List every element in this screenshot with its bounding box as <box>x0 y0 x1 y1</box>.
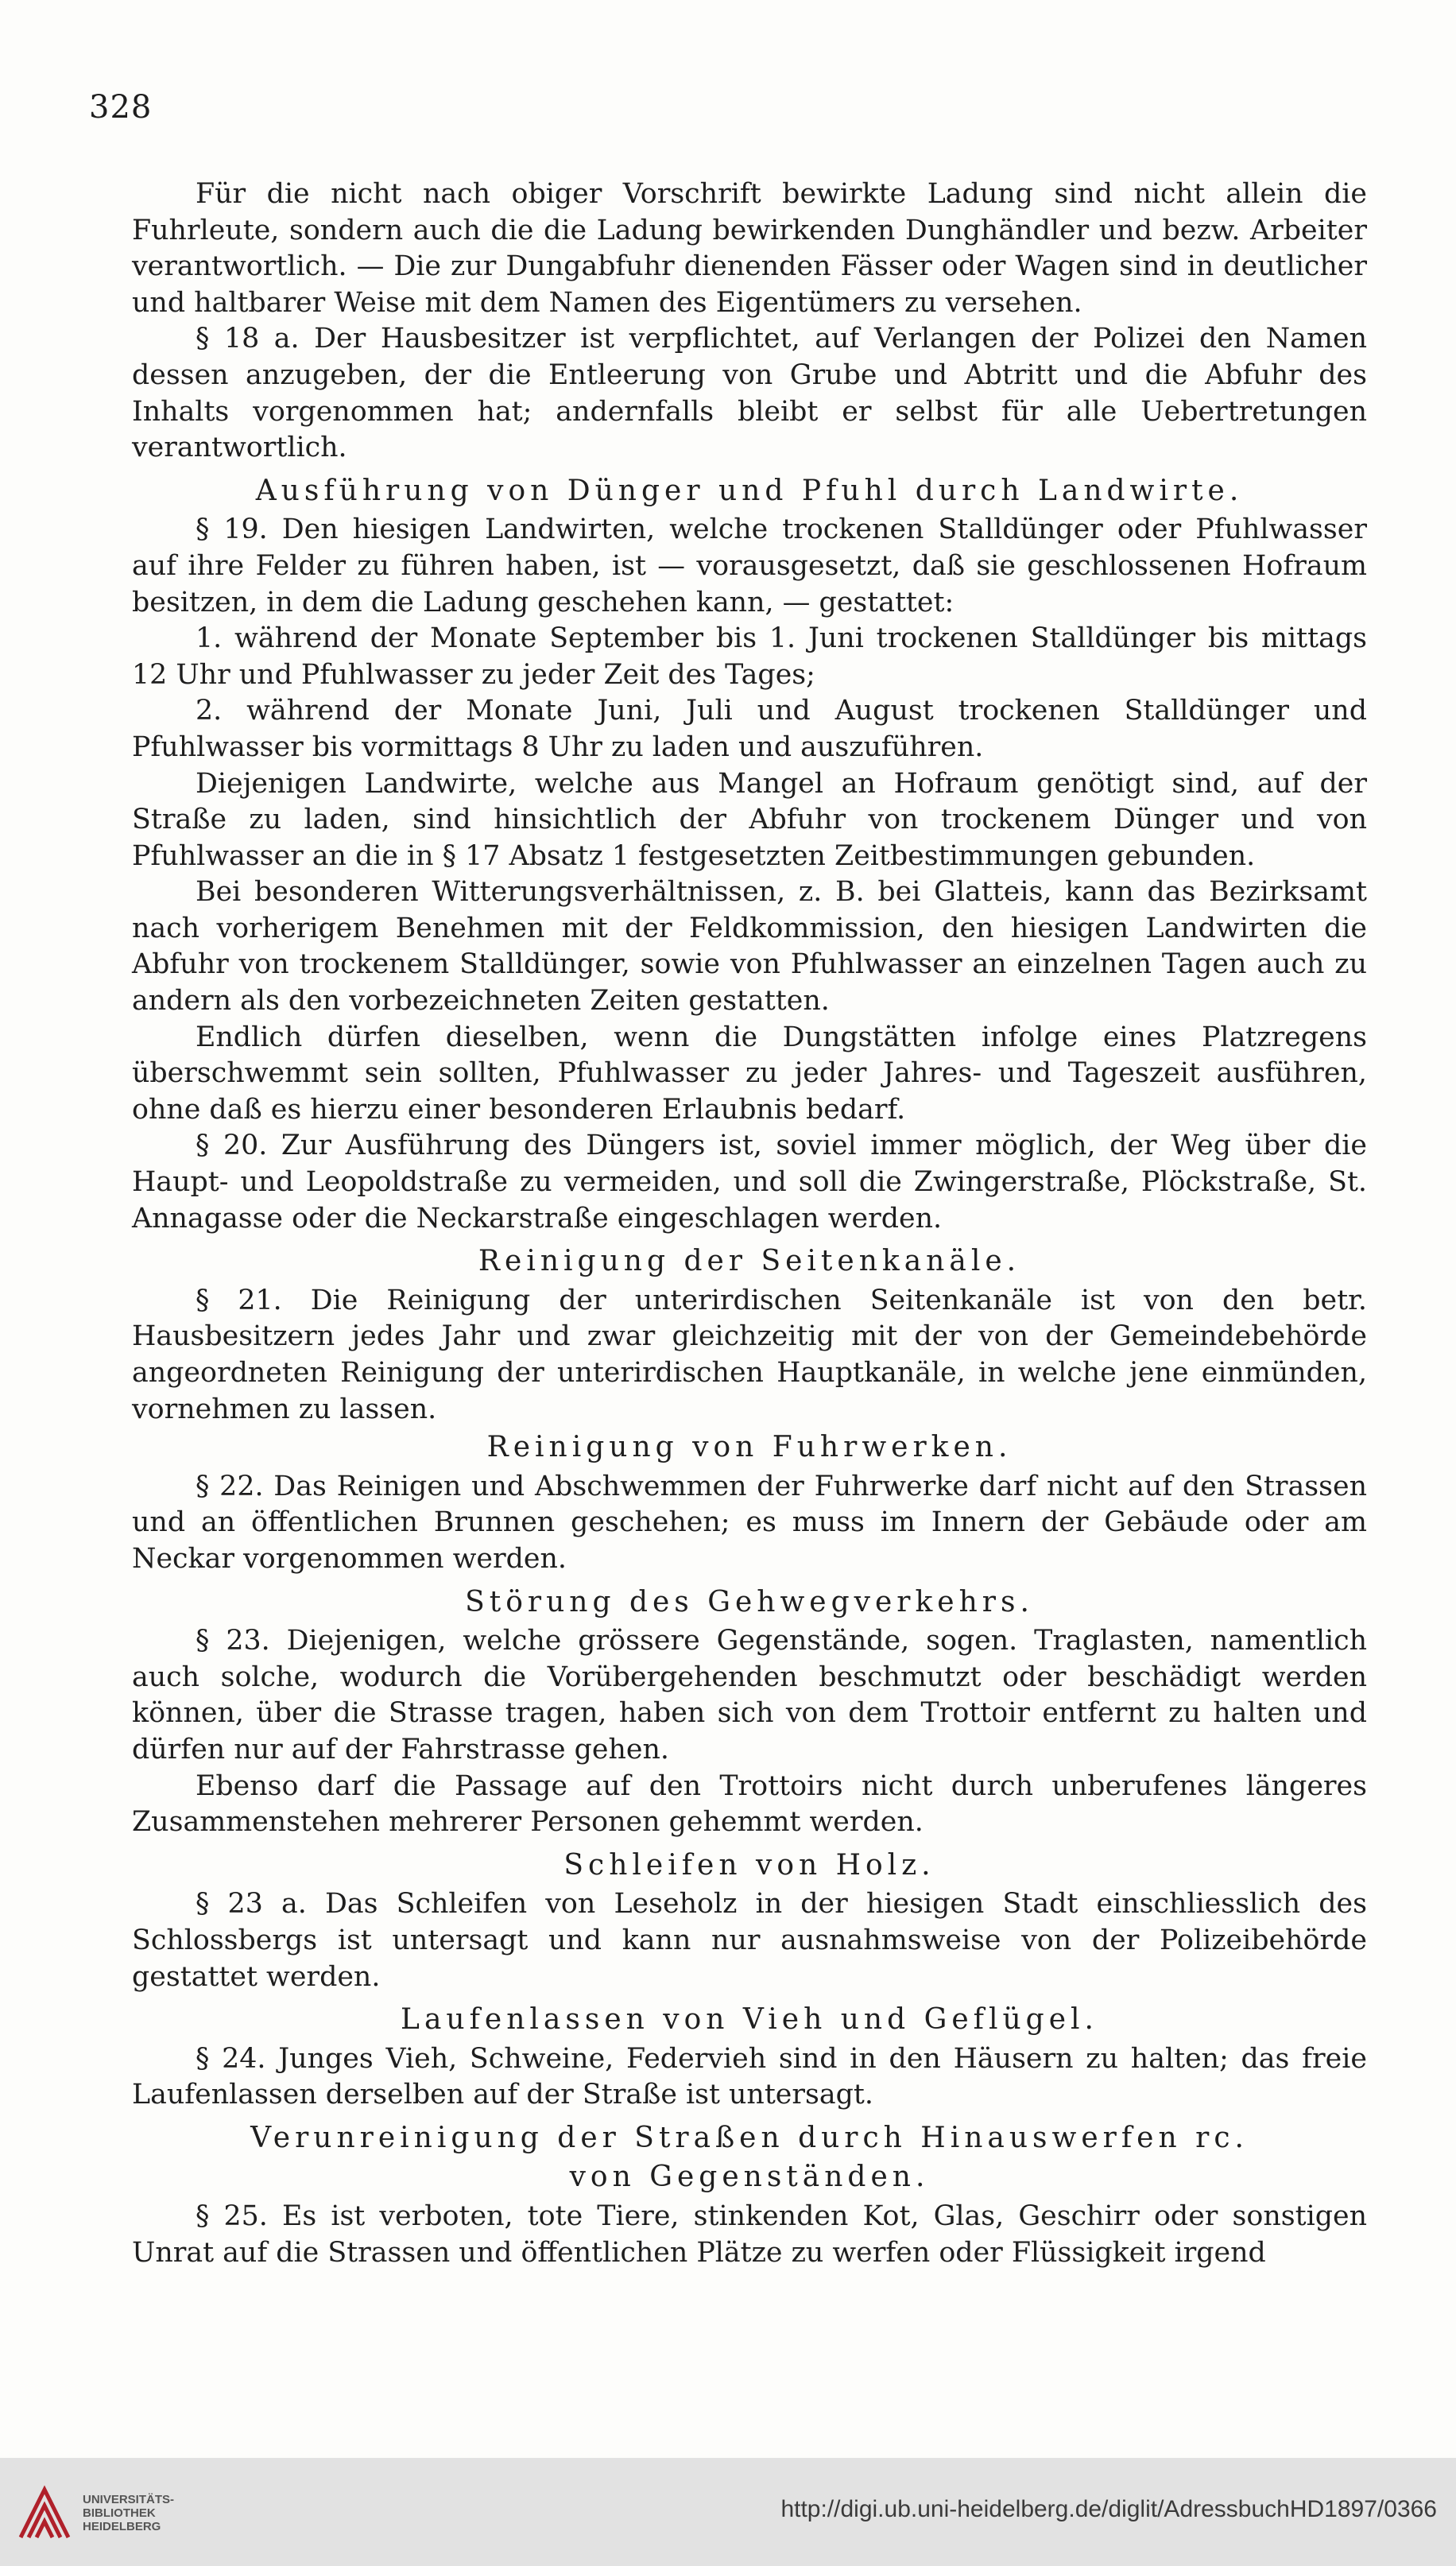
paragraph-25: § 25. Es ist verboten, tote Tiere, stinkenden Kot, Glas, Geschirr oder sonstigen Unrat auf die Strassen und öffentlichen Plätze zu werfen oder Flüssigkeit irgend <box>132 2200 1367 2269</box>
list-item-2: 2. während der Monate Juni, Juli und August trockenen Stalldünger und Pfuhlwasser bis vormittags 8 Uhr zu laden und auszuführen. <box>132 695 1367 763</box>
paragraph-24: § 24. Junges Vieh, Schweine, Federvieh sind in den Häusern zu halten; das freie Laufenlassen derselben auf der Straße ist untersagt. <box>132 2042 1367 2111</box>
list-item-1: 1. während der Monate September bis 1. Juni trockenen Stalldünger bis mittags 12 Uhr und Pfuhlwasser zu jeder Zeit des Tages; <box>132 622 1367 691</box>
paragraph-18a: § 18 a. Der Hausbesitzer ist verpflichtet, auf Verlangen der Polizei den Namen dessen anzugeben, der die Entleerung von Grube und Abtritt und die Abfuhr des Inhalts vorgenommen hat; andernfalls bleibt er selbst für alle Uebertretungen verantwortlich. <box>132 323 1367 464</box>
footer-bar <box>0 2458 1456 2566</box>
section-heading-gehweg: Störung des Gehwegverkehrs. <box>465 1585 1034 1618</box>
section-heading-vieh: Laufenlassen von Vieh und Geflügel. <box>401 2003 1098 2037</box>
section-heading-seitenkanaele: Reinigung der Seitenkanäle. <box>478 1245 1021 1278</box>
paragraph-23a: § 23 a. Das Schleifen von Leseholz in der hiesigen Stadt einschliesslich des Schlossbergs ist untersagt und kann nur ausnahmsweise von der Polizeibehörde gestattet werden. <box>132 1888 1367 1993</box>
section-heading-holz: Schleifen von Holz. <box>563 1848 935 1882</box>
section-heading-ausfuehrung: Ausführung von Dünger und Pfuhl durch Landwirte. <box>255 474 1244 507</box>
section-heading-verunreinigung: Verunreinigung der Straßen durch Hinauswerfen rc. <box>250 2121 1249 2154</box>
paragraph-ladung: Für die nicht nach obiger Vorschrift bewirkte Ladung sind nicht allein die Fuhrleute, sondern auch die die Ladung bewirkenden Dunghändler und bezw. Arbeiter verantwortlich. — Die zur Dungabfuhr dienenden Fässer oder Wagen sind in deutlicher und haltbarer Weise mit dem Namen des Eigentümers zu versehen. <box>132 178 1367 319</box>
university-library-logo-icon <box>14 2482 75 2545</box>
page-number: 328 <box>89 89 153 126</box>
page-body <box>132 176 1367 2271</box>
library-logo-text: UNIVERSITÄTS- BIBLIOTHEK HEIDELBERG <box>83 2493 175 2533</box>
paragraph-endlich: Endlich dürfen dieselben, wenn die Dungstätten infolge eines Platzregens überschwemmt sein sollten, Pfuhlwasser zu jeder Jahres- und Tageszeit ausführen, ohne daß es hierzu einer besonderen Erlaubnis bedarf. <box>132 1021 1367 1126</box>
paragraph-ebenso: Ebenso darf die Passage auf den Trottoirs nicht durch unberufenes längeres Zusammenstehen mehrerer Personen gehemmt werden. <box>132 1769 1367 1839</box>
paragraph-20: § 20. Zur Ausführung des Düngers ist, soviel immer möglich, der Weg über die Haupt- und Leopoldstraße zu vermeiden, und soll die Zwingerstraße, Plöckstraße, St. Annagasse oder die Neckarstraße eingeschlagen werden. <box>132 1130 1367 1235</box>
paragraph-23: § 23. Diejenigen, welche grössere Gegenstände, sogen. Traglasten, namentlich auch solche, wodurch die Vorübergehenden beschmutzt oder beschädigt werden können, über die Strasse tragen, haben sich von dem Trottoir entfernt zu halten und dürfen nur auf der Fahrstrasse gehen. <box>132 1625 1367 1766</box>
paragraph-witterung: Bei besonderen Witterungsverhältnissen, z. B. bei Glatteis, kann das Bezirksamt nach vorherigem Benehmen mit der Feldkommission, den hiesigen Landwirten die Abfuhr von trockenem Stalldünger, sowie von Pfuhlwasser an einzelnen Tagen auch zu andern als den vorbezeichneten Zeiten gestatten. <box>132 876 1367 1017</box>
paragraph-19: § 19. Den hiesigen Landwirten, welche trockenen Stalldünger oder Pfuhlwasser auf ihre Felder zu führen haben, ist — vorausgesetzt, daß sie geschlossenen Hofraum besitzen, in dem die Ladung geschehen kann, — gestattet: <box>132 514 1367 618</box>
paragraph-strasse: Diejenigen Landwirte, welche aus Mangel an Hofraum genötigt sind, auf der Straße zu laden, sind hinsichtlich der Abfuhr von trockenem Dünger und von Pfuhlwasser an die in § 17 Absatz 1 festgesetzten Zeitbestimmungen gebunden. <box>132 767 1367 872</box>
section-heading-gegenstaende: von Gegenständen. <box>569 2161 930 2194</box>
paragraph-21: § 21. Die Reinigung der unterirdischen Seitenkanäle ist von den betr. Hausbesitzern jedes Jahr und zwar gleichzeitig mit der von der Gemeindebehörde angeordneten Reinigung der unterirdischen Hauptkanäle, in welche jene einmünden, vornehmen zu lassen. <box>132 1284 1367 1425</box>
section-heading-fuhrwerke: Reinigung von Fuhrwerken. <box>486 1431 1013 1464</box>
source-url-link[interactable]: http://digi.ub.uni-heidelberg.de/diglit/AdressbuchHD1897/0366 <box>780 2496 1437 2522</box>
paragraph-22: § 22. Das Reinigen und Abschwemmen der Fuhrwerke darf nicht auf den Strassen und an öffentlichen Brunnen geschehen; es muss im Innern der Gebäude oder am Neckar vorgenommen werden. <box>132 1470 1367 1575</box>
